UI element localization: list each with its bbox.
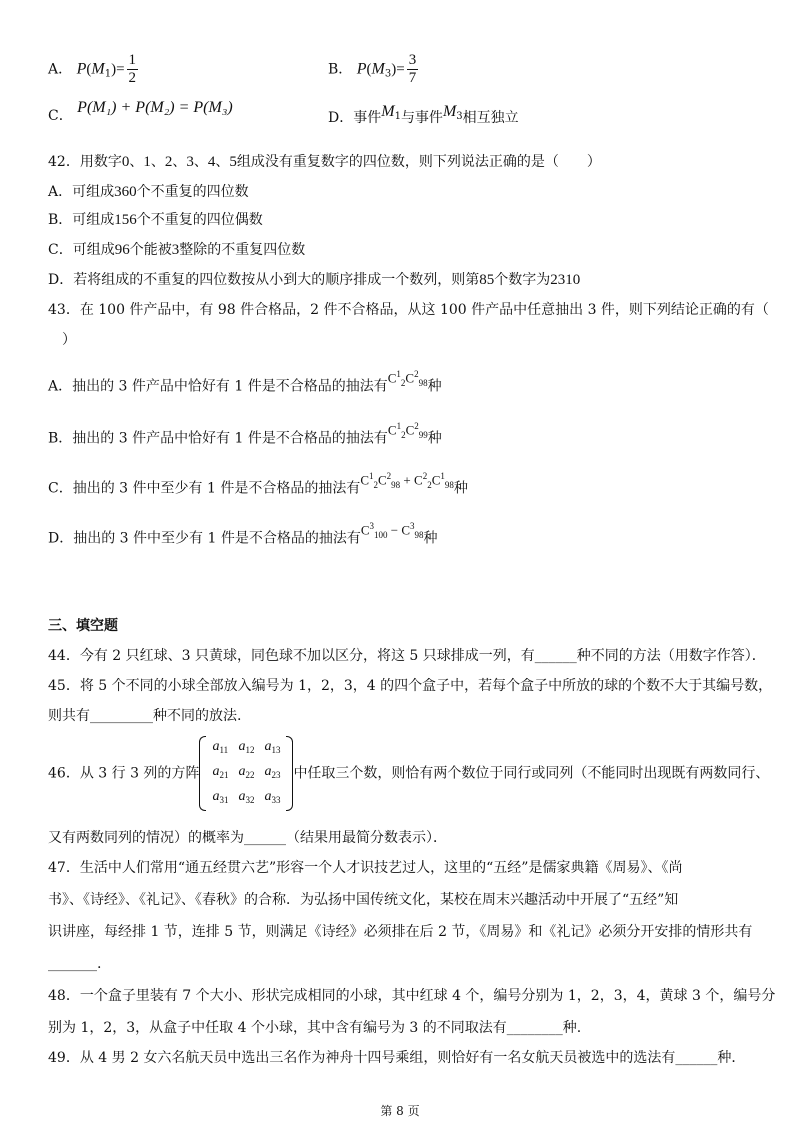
number: 3 — [171, 242, 180, 258]
matrix-entry: $a_{11}$ — [212, 739, 229, 755]
text: B．可组成 — [48, 212, 115, 228]
text: 与事件 — [400, 110, 443, 126]
combination-expr: $C^1_2C^2_{98}$ — [387, 369, 428, 388]
q45-line2: 则共有_________种不同的放法. — [48, 708, 242, 724]
matrix-entry: $a_{21}$ — [212, 764, 229, 780]
text: C．可组成 — [48, 242, 115, 258]
digit: 2 — [164, 154, 173, 170]
separator: 、 — [150, 154, 165, 170]
q47-line2: 书》、《诗经》、《礼记》、《春秋》的合称．为弘扬中国传统文化，某校在周末兴趣活动中开展了“五经”知 — [48, 892, 679, 908]
prob-symbol: P — [76, 60, 87, 78]
combination-expr: $C^1_2C^2_{98} + C^2_2C^1_{98}$ — [360, 471, 454, 490]
matrix-entry: $a_{31}$ — [212, 789, 229, 805]
matrix-entry: $a_{12}$ — [238, 739, 255, 755]
subscript: 3 — [456, 111, 463, 122]
text: 个不重复的四位数 — [136, 184, 249, 200]
q49: 49．从 4 男 2 女六名航天员中选出三名作为神舟十四号乘组，则恰好有一名女航天员被选中的选法有______种． — [48, 1050, 746, 1066]
q42-option-b — [48, 210, 263, 230]
matrix-entry: $a_{13}$ — [264, 739, 281, 755]
text: A．可组成 — [48, 184, 115, 200]
number: 156 — [114, 212, 137, 228]
unit: 种 — [427, 430, 442, 447]
q48-line1: 48．一个盒子里装有 7 个大小、形状完成相同的小球，其中红球 4 个，编号分别为 1，2，3，4，黄球 3 个，编号分 — [48, 988, 776, 1004]
unit: 种 — [453, 480, 468, 497]
q45-line1: 45．将 5 个不同的小球全部放入编号为 1，2，3，4 的四个盒子中，若每个盒子中所放的球的个数不大于其编号数， — [48, 678, 773, 694]
q48-line2: 别为 1，2，3，从盒子中任取 4 个小球，其中含有编号为 3 的不同取法有________种. — [48, 1020, 582, 1036]
q43-stem-line1: 43．在 100 件产品中，有 98 件合格品，2 件不合格品，从这 100 件产品中任意抽出 3 件，则下列结论正确的有（ — [48, 302, 769, 318]
digit: 0 — [121, 154, 130, 170]
digit: 4 — [207, 154, 216, 170]
number: 96 — [114, 242, 130, 258]
q42-option-a — [48, 182, 249, 202]
digit: 5 — [229, 154, 237, 170]
option-label: C． — [48, 108, 73, 124]
event-symbol: M — [442, 103, 457, 120]
q43-option-c — [48, 471, 468, 503]
option-label: B． — [328, 61, 353, 78]
number: 2310 — [550, 272, 581, 288]
text: C．抽出的 3 件中至少有 1 件是不合格品的抽法有 — [48, 480, 361, 497]
text: 42．用数字 — [48, 154, 122, 170]
q42-option-d — [48, 270, 580, 290]
q47-line1: 47．生活中人们常用“通五经贯六艺”形容一个人才识技艺过人，这里的“五经”是儒家典籍《周易》、《尚 — [48, 860, 683, 876]
separator: 、 — [172, 154, 187, 170]
prob-equation: P(M₁) + P(M₂) = P(M₃) — [77, 99, 233, 116]
equals: = — [396, 61, 405, 78]
text: D．抽出的 3 件中至少有 1 件是不合格品的抽法有 — [48, 530, 361, 547]
page-number: 第 8 页 — [380, 1104, 420, 1118]
text: A．抽出的 3 件产品中恰好有 1 件是不合格品的抽法有 — [48, 378, 388, 395]
text: 相互独立 — [462, 110, 519, 126]
matrix-entry: $a_{23}$ — [264, 764, 281, 780]
text: 事件 — [353, 110, 382, 126]
q41-option-b: B． $P(M_3)=$ $\frac{3}{7}$ — [328, 52, 417, 86]
text: 个能被 — [129, 242, 172, 258]
q42-option-c — [48, 240, 305, 260]
prob-symbol: P — [356, 60, 367, 78]
digit: 1 — [143, 154, 151, 170]
q42-stem — [48, 152, 601, 172]
unit: 种 — [423, 530, 438, 547]
option-label: A． — [48, 61, 73, 78]
text: 个数字为 — [494, 272, 551, 288]
text: B．抽出的 3 件产品中恰好有 1 件是不合格品的抽法有 — [48, 430, 388, 447]
text: 组成没有重复数字的四位数，则下列说法正确的是（ ） — [236, 154, 601, 170]
text: 46．从 3 行 3 列的方阵 — [48, 765, 200, 782]
text: 整除的不重复四位数 — [179, 242, 306, 258]
q41-option-d — [328, 103, 519, 133]
text: 中任取三个数，则恰有两个数位于同行或同列（不能同时出现既有两数同行、 — [293, 765, 770, 782]
numerator: 1 — [128, 52, 137, 68]
q43-stem-line2: ） — [62, 332, 76, 348]
separator: 、 — [193, 154, 208, 170]
q47-line4: _______. — [48, 956, 102, 972]
subscript: 1 — [394, 111, 401, 122]
denominator: 2 — [128, 70, 137, 86]
event-symbol: M — [381, 103, 395, 120]
equals: = — [116, 61, 125, 78]
denominator: 7 — [408, 70, 417, 86]
subscript: 3 — [384, 68, 392, 80]
q46-line2: 又有两数同列的情况）的概率为______（结果用最简分数表示）． — [48, 830, 447, 846]
separator: 、 — [129, 154, 144, 170]
matrix-entry: $a_{22}$ — [238, 764, 255, 780]
q41-option-c — [48, 99, 233, 126]
numerator: 3 — [408, 52, 417, 68]
q43-option-b — [48, 421, 442, 453]
combination-expr: $C^3_{100} - C^3_{98}$ — [360, 521, 424, 540]
unit: 种 — [427, 378, 442, 395]
option-label: D． — [328, 110, 354, 126]
q47-line3: 识讲座，每经排 1 节，连排 5 节，则满足《诗经》必须排在后 2 节，《周易》和《礼记》必须分开安排的情形共有 — [48, 924, 753, 940]
q46-line1 — [48, 736, 769, 811]
fraction — [407, 52, 419, 87]
digit: 3 — [186, 154, 194, 170]
text: 个不重复的四位偶数 — [136, 212, 263, 228]
q41-option-a: A． $P(M_1)=$ $\frac{1}{2}$ — [48, 52, 137, 86]
subscript: 1 — [104, 68, 112, 80]
number: 85 — [479, 272, 495, 288]
matrix — [199, 736, 293, 811]
combination-expr: $C^1_2C^2_{99}$ — [387, 421, 428, 440]
matrix-entry: $a_{33}$ — [264, 789, 281, 805]
separator: 、 — [215, 154, 230, 170]
q43-option-d — [48, 521, 438, 553]
section-title: 三、填空题 — [48, 618, 118, 634]
text: D．若将组成的不重复的四位数按从小到大的顺序排成一个数列，则第 — [48, 272, 480, 288]
fraction — [127, 52, 139, 87]
q43-option-a — [48, 369, 442, 401]
matrix-entry: $a_{32}$ — [238, 789, 255, 805]
q44: 44．今有 2 只红球、3 只黄球，同色球不加以区分，将这 5 只球排成一列，有______种不同的方法（用数字作答）． — [48, 648, 766, 664]
number: 360 — [114, 184, 137, 200]
